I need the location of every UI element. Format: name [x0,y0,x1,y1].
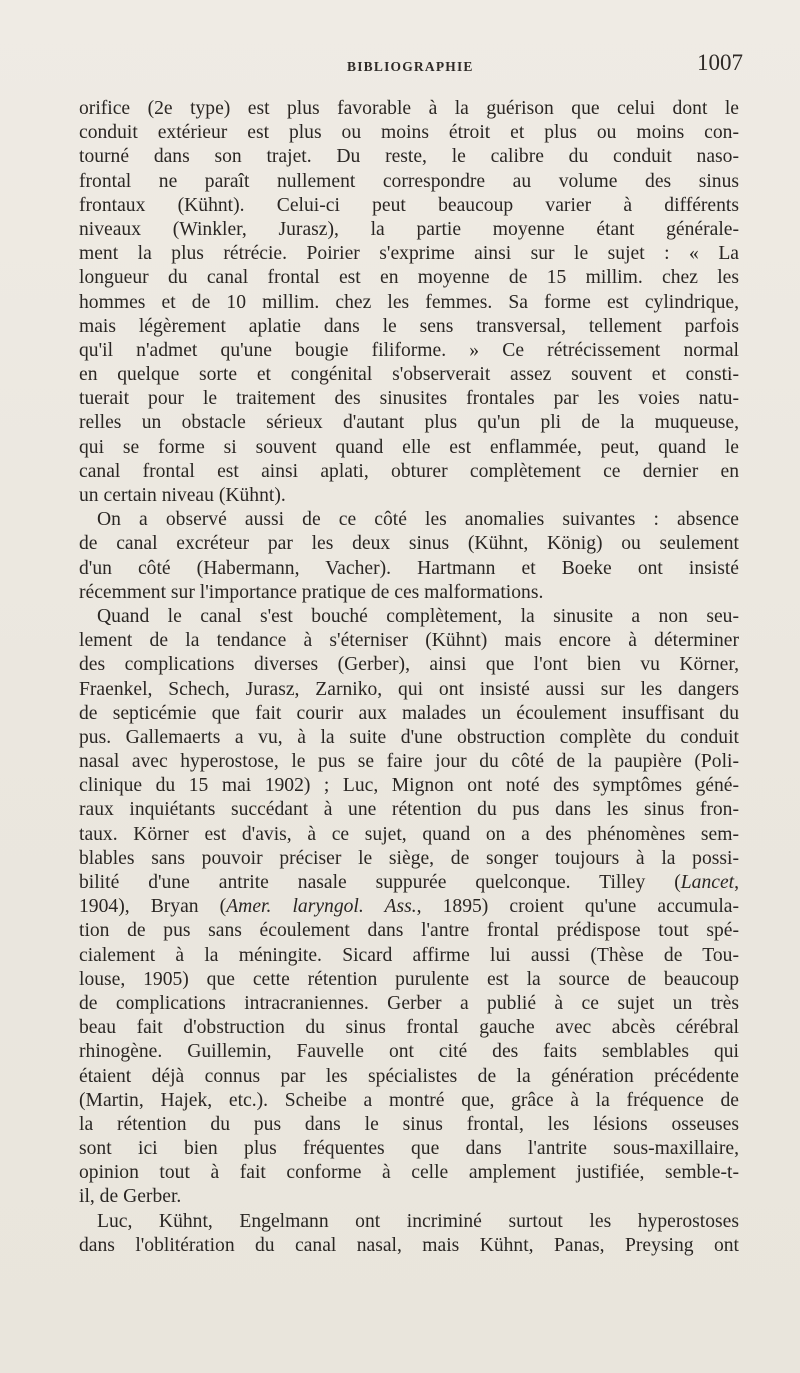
text-line: d'un côté (Habermann, Vacher). Hartmann et Boeke ont insisté [79,557,739,579]
text-line: sont ici bien plus fréquentes que dans l'antrite sous-maxillaire, [79,1138,739,1160]
text-line: Luc, Kühnt, Engelmann ont incriminé surtout les hyperostoses [97,1210,739,1232]
text-line: blables sans pouvoir préciser le siège, de songer toujours à la possi- [79,847,739,869]
text-line: orifice (2e type) est plus favorable à la guérison que celui dont le [79,98,739,119]
text-line: beau fait d'obstruction du sinus frontal gauche avec abcès cérébral [79,1017,739,1039]
page-number: 1007 [697,50,743,75]
text-line: cialement à la méningite. Sicard affirme lui aussi (Thèse de Tou- [79,944,739,966]
text-line: frontal ne paraît nullement correspondre au volume des sinus [79,170,739,192]
text-line: tourné dans son trajet. Du reste, le calibre du conduit naso- [79,146,739,168]
text-line: de canal excréteur par les deux sinus (Kühnt, König) ou seulement [79,533,739,555]
text-line: On a observé aussi de ce côté les anomalies suivantes : absence [97,509,739,531]
text-line: qui se forme si souvent quand elle est enflammée, peut, quand le [79,436,739,458]
page-header [79,50,743,86]
text-line: Quand le canal s'est bouché complètement, la sinusite a non seu- [97,605,739,627]
text-line: pus. Gallemaerts a vu, à la suite d'une obstruction complète du conduit [79,726,739,748]
text-line: mais légèrement aplatie dans le sens transversal, tellement parfois [79,315,739,337]
text-line: un certain niveau (Kühnt). [79,485,286,506]
text-line: de complications intracraniennes. Gerber a publié à ce sujet un très [79,992,739,1014]
text-line: ment la plus rétrécie. Poirier s'exprime ainsi sur le sujet : « La [79,243,739,265]
text-line: dans l'oblitération du canal nasal, mais Kühnt, Panas, Preysing ont [79,1234,739,1256]
text-line: en quelque sorte et congénital s'observerait assez souvent et consti- [79,364,739,386]
text-line: étaient déjà connus par les spécialistes de la génération précédente [79,1065,739,1087]
text-line: tuerait pour le traitement des sinusites frontales par les voies natu- [79,388,739,410]
text-line: canal frontal est ainsi aplati, obturer complètement ce dernier en [79,460,739,482]
text-line: nasal avec hyperostose, le pus se faire jour du côté de la paupière (Poli- [79,751,739,773]
text-line: rhinogène. Guillemin, Fauvelle ont cité des faits semblables qui [79,1041,739,1063]
text-line: la rétention du pus dans le sinus frontal, les lésions osseuses [79,1113,739,1135]
text-line: frontaux (Kühnt). Celui-ci peut beaucoup varier à différents [79,194,739,216]
running-title: BIBLIOGRAPHIE [347,59,474,74]
text-line: relles un obstacle sérieux d'autant plus qu'un pli de la muqueuse, [79,412,739,434]
text-line: raux inquiétants succédant à une rétention du pus dans les sinus fron- [79,799,739,821]
text-line: des complications diverses (Gerber), ainsi que l'ont bien vu Körner, [79,654,739,676]
text-line: lement de la tendance à s'éterniser (Kühnt) mais encore à déterminer [79,630,739,652]
text-line: hommes et de 10 millim. chez les femmes. Sa forme est cylindrique, [79,291,739,313]
text-line: de septicémie que fait courir aux malades un écoulement insuffisant du [79,702,739,724]
text-line: récemment sur l'importance pratique de ces malformations. [79,581,544,603]
text-line: bilité d'une antrite nasale suppurée quelconque. Tilley (Lancet, [79,872,739,893]
text-line: louse, 1905) que cette rétention purulente est la source de beaucoup [79,968,739,990]
text-line: Fraenkel, Schech, Jurasz, Zarniko, qui ont insisté aussi sur les dangers [79,678,739,700]
text-line: tion de pus sans écoulement dans l'antre frontal prédispose tout spé- [79,920,739,942]
text-line: (Martin, Hajek, etc.). Scheibe a montré que, grâce à la fréquence de [79,1089,739,1111]
text-line: conduit extérieur est plus ou moins étroit et plus ou moins con- [79,122,739,144]
text-line: 1904), Bryan (Amer. laryngol. Ass., 1895) croient qu'une accumula- [79,896,739,918]
text-line: longueur du canal frontal est en moyenne de 15 millim. chez les [79,267,739,289]
text-line: niveaux (Winkler, Jurasz), la partie moyenne étant générale- [79,218,739,240]
body-text [79,97,739,1258]
text-line: clinique du 15 mai 1902) ; Luc, Mignon ont noté des symptômes géné- [79,775,739,797]
text-line: qu'il n'admet qu'une bougie filiforme. » Ce rétrécissement normal [79,339,739,361]
text-line: il, de Gerber. [79,1186,182,1208]
text-line: opinion tout à fait conforme à celle amplement justifiée, semble-t- [79,1162,739,1184]
text-line: taux. Körner est d'avis, à ce sujet, quand on a des phénomènes sem- [79,823,739,845]
